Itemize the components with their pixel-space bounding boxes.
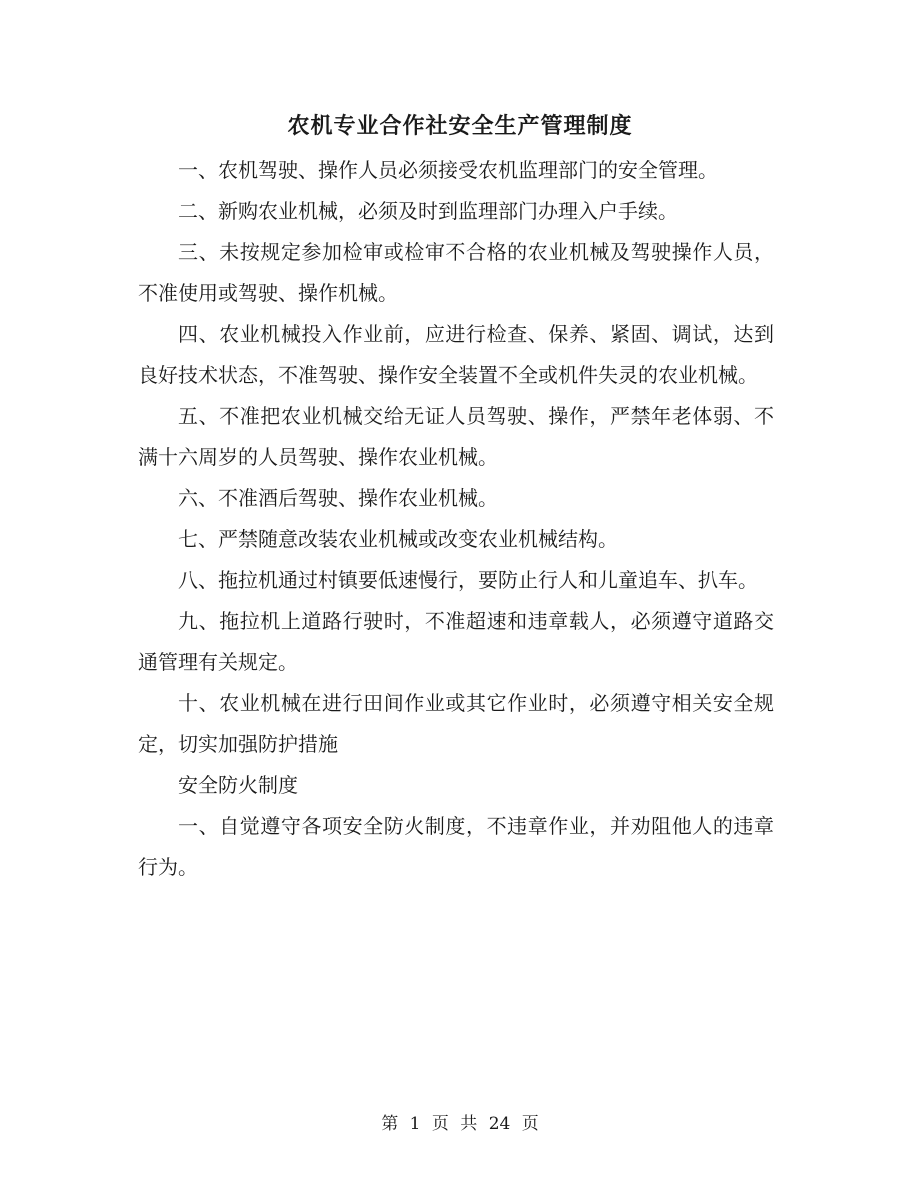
section-heading-fire-safety: 安全防火制度: [178, 773, 298, 797]
paragraph-rule-1: 一、农机驾驶、操作人员必须接受农机监理部门的安全管理。: [178, 158, 718, 182]
document-body: [138, 150, 774, 888]
paragraph-rule-6: 六、不准酒后驾驶、操作农业机械。: [178, 486, 498, 510]
paragraph-rule-4: 四、农业机械投入作业前，应进行检查、保养、紧固、调试，达到良好技术状态，不准驾驶、操作安全装置不全或机件失灵的农业机械。: [138, 322, 774, 387]
paragraph-rule-7: 七、严禁随意改装农业机械或改变农业机械结构。: [178, 527, 618, 551]
paragraph-rule-8: 八、拖拉机通过村镇要低速慢行，要防止行人和儿童追车、扒车。: [178, 568, 758, 592]
paragraph-fire-rule-1: 一、自觉遵守各项安全防火制度，不违章作业，并劝阻他人的违章行为。: [138, 814, 774, 879]
paragraph-rule-3: 三、未按规定参加检审或检审不合格的农业机械及驾驶操作人员，不准使用或驾驶、操作机械。: [138, 240, 774, 305]
paragraph-rule-5: 五、不准把农业机械交给无证人员驾驶、操作，严禁年老体弱、不满十六周岁的人员驾驶、操作农业机械。: [138, 404, 774, 469]
paragraph-rule-10: 十、农业机械在进行田间作业或其它作业时，必须遵守相关安全规定，切实加强防护措施: [138, 691, 774, 756]
page-number-footer: 第 1 页 共 24 页: [381, 1114, 539, 1134]
paragraph-rule-9: 九、拖拉机上道路行驶时，不准超速和违章载人，必须遵守道路交通管理有关规定。: [138, 609, 774, 674]
document-title: 农机专业合作社安全生产管理制度: [287, 113, 633, 139]
paragraph-rule-2: 二、新购农业机械，必须及时到监理部门办理入户手续。: [178, 199, 678, 223]
